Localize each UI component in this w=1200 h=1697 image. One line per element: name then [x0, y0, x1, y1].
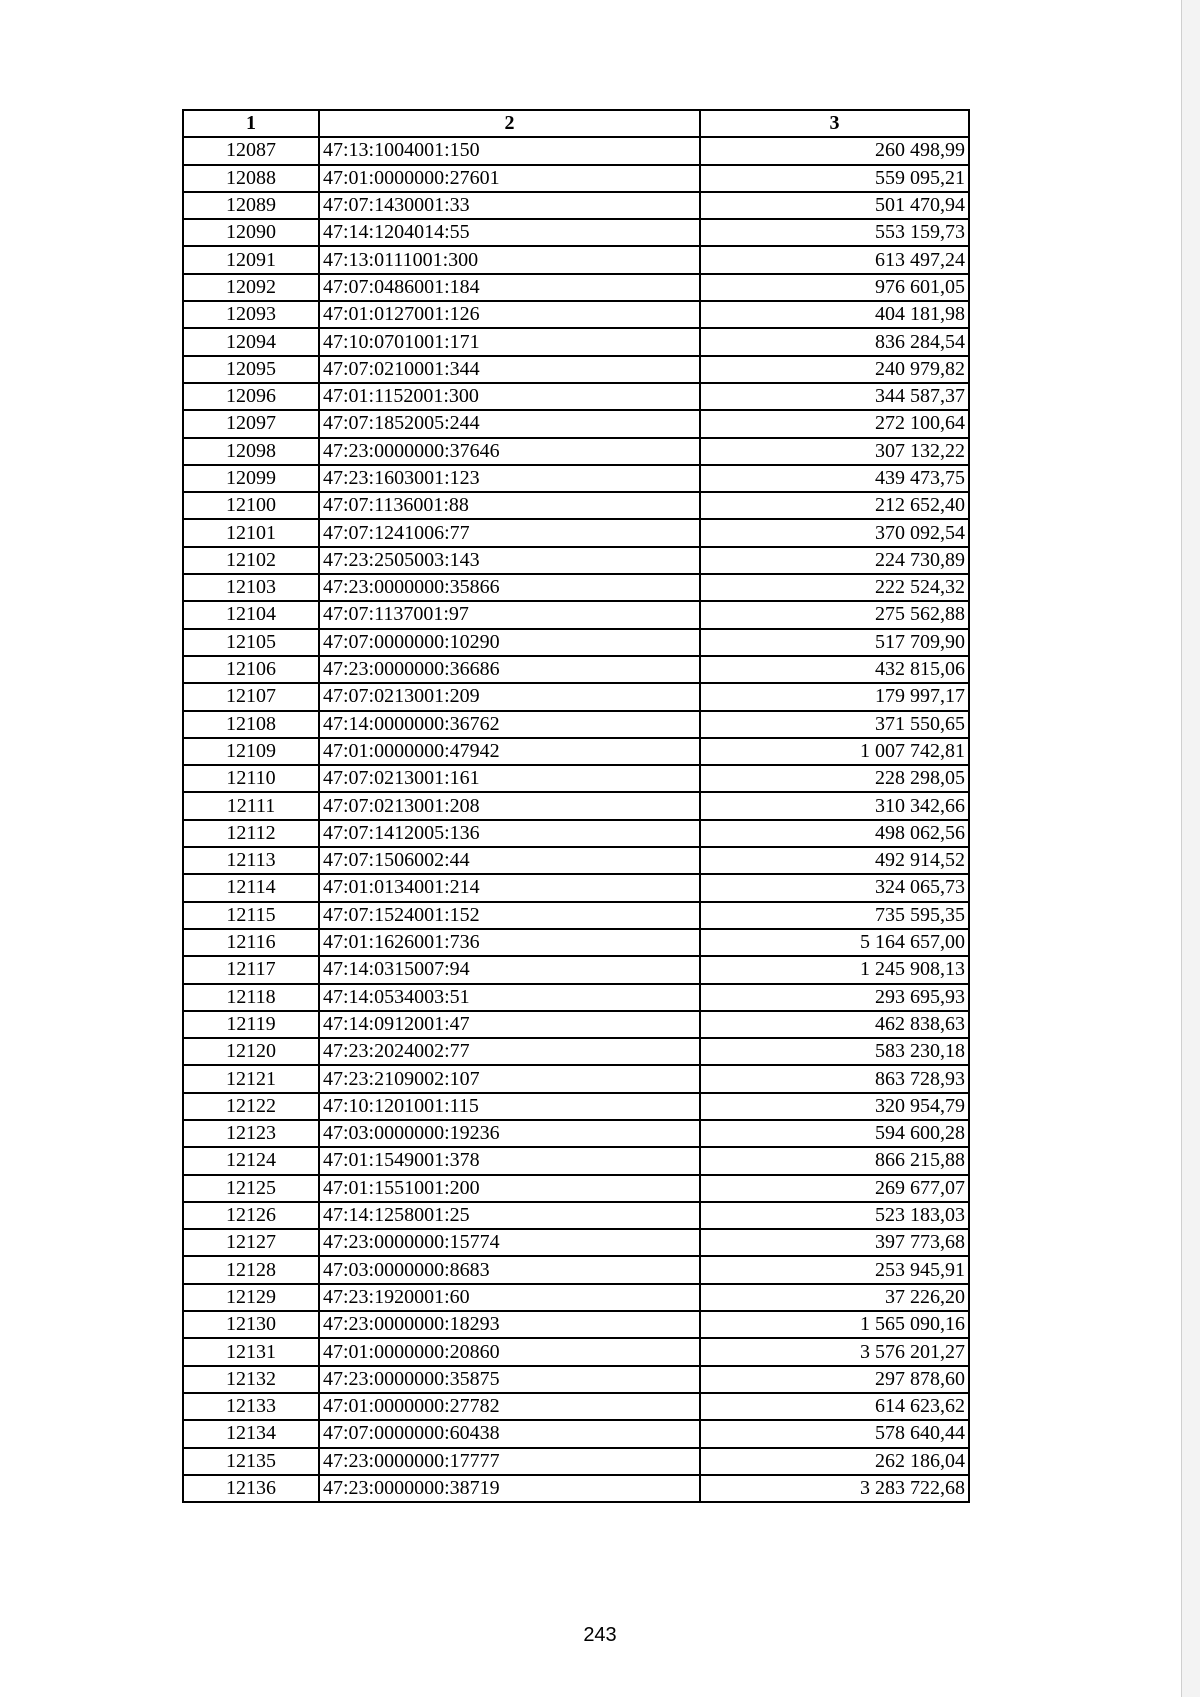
- row-number-cell: 12121: [183, 1065, 319, 1092]
- table-body: [183, 137, 969, 1502]
- value-cell: 344 587,37: [700, 383, 969, 410]
- row-number-cell: 12119: [183, 1011, 319, 1038]
- value-cell: 1 007 742,81: [700, 738, 969, 765]
- table-row: [183, 902, 969, 929]
- value-cell: 260 498,99: [700, 137, 969, 164]
- cadastral-number-cell: 47:07:1241006:77: [319, 519, 700, 546]
- value-cell: 614 623,62: [700, 1393, 969, 1420]
- table-row: [183, 1175, 969, 1202]
- table-row: [183, 956, 969, 983]
- table-row: [183, 711, 969, 738]
- value-cell: 324 065,73: [700, 874, 969, 901]
- table-row: [183, 1420, 969, 1447]
- row-number-cell: 12093: [183, 301, 319, 328]
- cadastral-number-cell: 47:23:0000000:38719: [319, 1475, 700, 1502]
- table-row: [183, 1448, 969, 1475]
- table-row: [183, 356, 969, 383]
- row-number-cell: 12113: [183, 847, 319, 874]
- row-number-cell: 12127: [183, 1229, 319, 1256]
- cadastral-number-cell: 47:07:0486001:184: [319, 274, 700, 301]
- value-cell: 578 640,44: [700, 1420, 969, 1447]
- row-number-cell: 12135: [183, 1448, 319, 1475]
- row-number-cell: 12118: [183, 984, 319, 1011]
- value-cell: 269 677,07: [700, 1175, 969, 1202]
- table-row: [183, 765, 969, 792]
- cadastral-number-cell: 47:07:0213001:209: [319, 683, 700, 710]
- row-number-cell: 12107: [183, 683, 319, 710]
- cadastral-number-cell: 47:03:0000000:8683: [319, 1256, 700, 1283]
- table-row: [183, 165, 969, 192]
- table-row: [183, 328, 969, 355]
- table-row: [183, 246, 969, 273]
- cadastral-number-cell: 47:10:0701001:171: [319, 328, 700, 355]
- cadastral-number-cell: 47:01:1626001:736: [319, 929, 700, 956]
- value-cell: 371 550,65: [700, 711, 969, 738]
- cadastral-number-cell: 47:01:0000000:27782: [319, 1393, 700, 1420]
- value-cell: 397 773,68: [700, 1229, 969, 1256]
- cadastral-number-cell: 47:10:1201001:115: [319, 1093, 700, 1120]
- table-row: [183, 629, 969, 656]
- cadastral-number-cell: 47:01:0000000:47942: [319, 738, 700, 765]
- cadastral-number-cell: 47:14:1204014:55: [319, 219, 700, 246]
- value-cell: 212 652,40: [700, 492, 969, 519]
- value-cell: 559 095,21: [700, 165, 969, 192]
- table-row: [183, 1065, 969, 1092]
- table-header: [183, 110, 969, 137]
- page-number: 243: [583, 1624, 617, 1646]
- row-number-cell: 12092: [183, 274, 319, 301]
- cadastral-number-cell: 47:23:0000000:37646: [319, 438, 700, 465]
- table-row: [183, 1256, 969, 1283]
- value-cell: 553 159,73: [700, 219, 969, 246]
- cadastral-number-cell: 47:01:1551001:200: [319, 1175, 700, 1202]
- row-number-cell: 12115: [183, 902, 319, 929]
- value-cell: 583 230,18: [700, 1038, 969, 1065]
- cadastral-number-cell: 47:07:1137001:97: [319, 601, 700, 628]
- table-row: [183, 1038, 969, 1065]
- table-row: [183, 574, 969, 601]
- table-row: [183, 1311, 969, 1338]
- row-number-cell: 12103: [183, 574, 319, 601]
- cadastral-number-cell: 47:23:0000000:35875: [319, 1366, 700, 1393]
- table-row: [183, 1120, 969, 1147]
- column-header-2: 2: [319, 110, 700, 137]
- column-header-3: 3: [700, 110, 969, 137]
- row-number-cell: 12091: [183, 246, 319, 273]
- table-row: [183, 929, 969, 956]
- table-row: [183, 519, 969, 546]
- value-cell: 262 186,04: [700, 1448, 969, 1475]
- value-cell: 240 979,82: [700, 356, 969, 383]
- table-row: [183, 274, 969, 301]
- table-row: [183, 1093, 969, 1120]
- value-cell: 404 181,98: [700, 301, 969, 328]
- row-number-cell: 12124: [183, 1147, 319, 1174]
- cadastral-number-cell: 47:23:0000000:18293: [319, 1311, 700, 1338]
- cadastral-number-cell: 47:14:0912001:47: [319, 1011, 700, 1038]
- row-number-cell: 12132: [183, 1366, 319, 1393]
- row-number-cell: 12100: [183, 492, 319, 519]
- table-row: [183, 874, 969, 901]
- value-cell: 297 878,60: [700, 1366, 969, 1393]
- row-number-cell: 12096: [183, 383, 319, 410]
- value-cell: 5 164 657,00: [700, 929, 969, 956]
- table-row: [183, 301, 969, 328]
- cadastral-number-cell: 47:23:2505003:143: [319, 547, 700, 574]
- column-header-1: 1: [183, 110, 319, 137]
- cadastral-number-cell: 47:07:1852005:244: [319, 410, 700, 437]
- value-cell: 498 062,56: [700, 820, 969, 847]
- value-cell: 370 092,54: [700, 519, 969, 546]
- value-cell: 320 954,79: [700, 1093, 969, 1120]
- row-number-cell: 12116: [183, 929, 319, 956]
- value-cell: 439 473,75: [700, 465, 969, 492]
- table-row: [183, 984, 969, 1011]
- table-row: [183, 438, 969, 465]
- table-row: [183, 820, 969, 847]
- cadastral-number-cell: 47:14:0315007:94: [319, 956, 700, 983]
- value-cell: 310 342,66: [700, 792, 969, 819]
- table-header-row: [183, 110, 969, 137]
- value-cell: 976 601,05: [700, 274, 969, 301]
- table-row: [183, 1011, 969, 1038]
- value-cell: 613 497,24: [700, 246, 969, 273]
- cadastral-number-cell: 47:14:1258001:25: [319, 1202, 700, 1229]
- cadastral-number-cell: 47:07:0000000:60438: [319, 1420, 700, 1447]
- row-number-cell: 12129: [183, 1284, 319, 1311]
- cadastral-number-cell: 47:23:0000000:17777: [319, 1448, 700, 1475]
- cadastral-number-cell: 47:23:2109002:107: [319, 1065, 700, 1092]
- cadastral-number-cell: 47:01:0000000:27601: [319, 165, 700, 192]
- table-row: [183, 738, 969, 765]
- table-row: [183, 1393, 969, 1420]
- row-number-cell: 12134: [183, 1420, 319, 1447]
- table-row: [183, 683, 969, 710]
- table-row: [183, 219, 969, 246]
- page-margin-strip: [1182, 0, 1200, 1697]
- row-number-cell: 12109: [183, 738, 319, 765]
- row-number-cell: 12123: [183, 1120, 319, 1147]
- cadastral-number-cell: 47:13:0111001:300: [319, 246, 700, 273]
- row-number-cell: 12095: [183, 356, 319, 383]
- value-cell: 836 284,54: [700, 328, 969, 355]
- cadastral-number-cell: 47:07:0213001:208: [319, 792, 700, 819]
- value-cell: 228 298,05: [700, 765, 969, 792]
- row-number-cell: 12130: [183, 1311, 319, 1338]
- value-cell: 179 997,17: [700, 683, 969, 710]
- row-number-cell: 12087: [183, 137, 319, 164]
- cadastral-number-cell: 47:07:1136001:88: [319, 492, 700, 519]
- value-cell: 253 945,91: [700, 1256, 969, 1283]
- value-cell: 594 600,28: [700, 1120, 969, 1147]
- value-cell: 1 565 090,16: [700, 1311, 969, 1338]
- row-number-cell: 12133: [183, 1393, 319, 1420]
- cadastral-number-cell: 47:14:0000000:36762: [319, 711, 700, 738]
- value-cell: 224 730,89: [700, 547, 969, 574]
- table-row: [183, 1366, 969, 1393]
- value-cell: 1 245 908,13: [700, 956, 969, 983]
- cadastral-number-cell: 47:01:0134001:214: [319, 874, 700, 901]
- cadastral-number-cell: 47:01:0127001:126: [319, 301, 700, 328]
- row-number-cell: 12104: [183, 601, 319, 628]
- row-number-cell: 12128: [183, 1256, 319, 1283]
- data-table: [182, 109, 970, 1503]
- table-row: [183, 465, 969, 492]
- cadastral-number-cell: 47:01:1549001:378: [319, 1147, 700, 1174]
- table-row: [183, 410, 969, 437]
- cadastral-number-cell: 47:07:0210001:344: [319, 356, 700, 383]
- row-number-cell: 12097: [183, 410, 319, 437]
- cadastral-number-cell: 47:23:2024002:77: [319, 1038, 700, 1065]
- row-number-cell: 12122: [183, 1093, 319, 1120]
- table-row: [183, 601, 969, 628]
- cadastral-number-cell: 47:07:0213001:161: [319, 765, 700, 792]
- row-number-cell: 12125: [183, 1175, 319, 1202]
- cadastral-number-cell: 47:07:1506002:44: [319, 847, 700, 874]
- table-row: [183, 847, 969, 874]
- cadastral-number-cell: 47:07:0000000:10290: [319, 629, 700, 656]
- row-number-cell: 12094: [183, 328, 319, 355]
- row-number-cell: 12126: [183, 1202, 319, 1229]
- cadastral-number-cell: 47:14:0534003:51: [319, 984, 700, 1011]
- value-cell: 37 226,20: [700, 1284, 969, 1311]
- value-cell: 432 815,06: [700, 656, 969, 683]
- value-cell: 866 215,88: [700, 1147, 969, 1174]
- row-number-cell: 12120: [183, 1038, 319, 1065]
- table-row: [183, 137, 969, 164]
- value-cell: 3 576 201,27: [700, 1338, 969, 1365]
- cadastral-number-cell: 47:01:1152001:300: [319, 383, 700, 410]
- value-cell: 735 595,35: [700, 902, 969, 929]
- row-number-cell: 12102: [183, 547, 319, 574]
- row-number-cell: 12112: [183, 820, 319, 847]
- cadastral-number-cell: 47:23:0000000:15774: [319, 1229, 700, 1256]
- row-number-cell: 12114: [183, 874, 319, 901]
- value-cell: 462 838,63: [700, 1011, 969, 1038]
- row-number-cell: 12101: [183, 519, 319, 546]
- table-row: [183, 1475, 969, 1502]
- table-row: [183, 1147, 969, 1174]
- value-cell: 222 524,32: [700, 574, 969, 601]
- table-row: [183, 1284, 969, 1311]
- value-cell: 863 728,93: [700, 1065, 969, 1092]
- cadastral-number-cell: 47:13:1004001:150: [319, 137, 700, 164]
- row-number-cell: 12110: [183, 765, 319, 792]
- table-row: [183, 656, 969, 683]
- table-row: [183, 1229, 969, 1256]
- row-number-cell: 12106: [183, 656, 319, 683]
- value-cell: 293 695,93: [700, 984, 969, 1011]
- cadastral-number-cell: 47:03:0000000:19236: [319, 1120, 700, 1147]
- cadastral-number-cell: 47:23:1920001:60: [319, 1284, 700, 1311]
- cadastral-number-cell: 47:23:1603001:123: [319, 465, 700, 492]
- value-cell: 517 709,90: [700, 629, 969, 656]
- cadastral-number-cell: 47:07:1430001:33: [319, 192, 700, 219]
- row-number-cell: 12088: [183, 165, 319, 192]
- row-number-cell: 12131: [183, 1338, 319, 1365]
- cadastral-number-cell: 47:23:0000000:35866: [319, 574, 700, 601]
- value-cell: 275 562,88: [700, 601, 969, 628]
- cadastral-number-cell: 47:23:0000000:36686: [319, 656, 700, 683]
- row-number-cell: 12105: [183, 629, 319, 656]
- table-row: [183, 192, 969, 219]
- value-cell: 307 132,22: [700, 438, 969, 465]
- row-number-cell: 12108: [183, 711, 319, 738]
- cadastral-number-cell: 47:01:0000000:20860: [319, 1338, 700, 1365]
- row-number-cell: 12117: [183, 956, 319, 983]
- table-row: [183, 1202, 969, 1229]
- row-number-cell: 12090: [183, 219, 319, 246]
- table-row: [183, 492, 969, 519]
- value-cell: 501 470,94: [700, 192, 969, 219]
- row-number-cell: 12089: [183, 192, 319, 219]
- row-number-cell: 12098: [183, 438, 319, 465]
- value-cell: 523 183,03: [700, 1202, 969, 1229]
- table-row: [183, 383, 969, 410]
- row-number-cell: 12099: [183, 465, 319, 492]
- cadastral-number-cell: 47:07:1524001:152: [319, 902, 700, 929]
- row-number-cell: 12111: [183, 792, 319, 819]
- table-row: [183, 1338, 969, 1365]
- cadastral-number-cell: 47:07:1412005:136: [319, 820, 700, 847]
- value-cell: 272 100,64: [700, 410, 969, 437]
- table-row: [183, 792, 969, 819]
- value-cell: 492 914,52: [700, 847, 969, 874]
- value-cell: 3 283 722,68: [700, 1475, 969, 1502]
- table-row: [183, 547, 969, 574]
- row-number-cell: 12136: [183, 1475, 319, 1502]
